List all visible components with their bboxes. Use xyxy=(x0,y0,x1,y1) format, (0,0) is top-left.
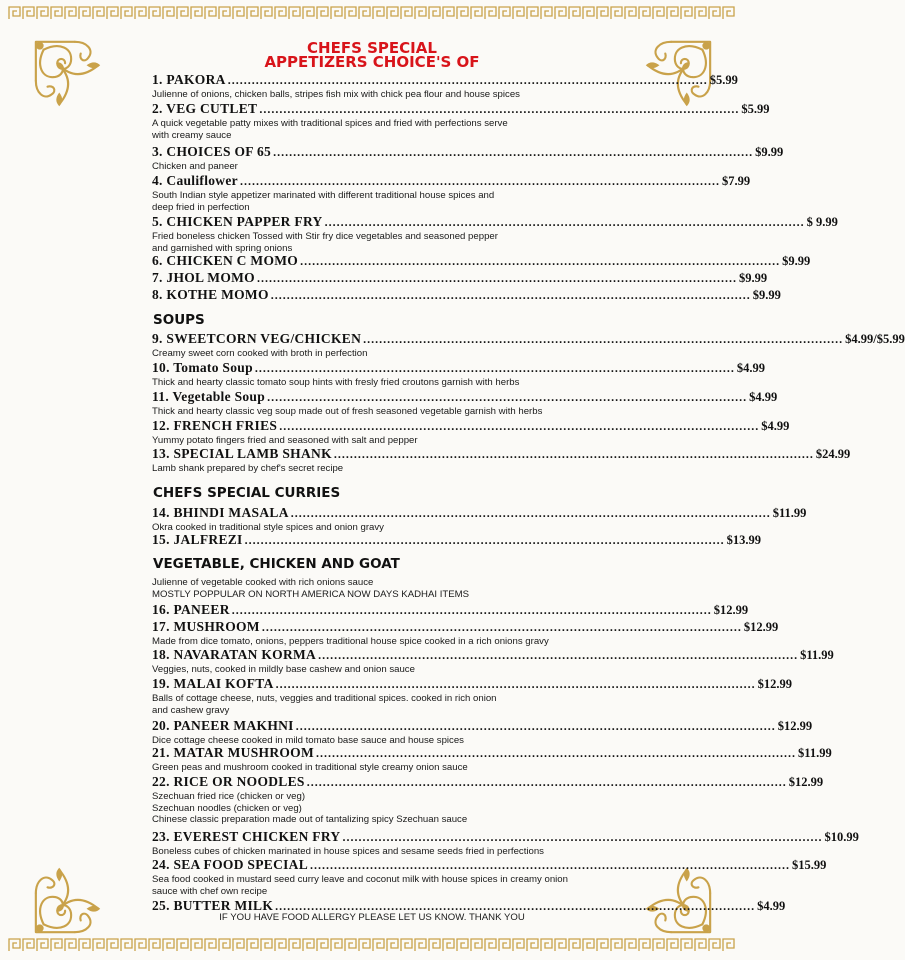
menu-item-price: $7.99 xyxy=(721,174,751,188)
menu-item-price: $11.99 xyxy=(800,648,834,662)
menu-item-description: Fried boneless chicken Tossed with Stir fry dice vegetables and seasoned pepper xyxy=(152,231,498,242)
leader-dots: ........................................................................................................................ xyxy=(363,332,844,346)
menu-item xyxy=(152,270,768,287)
leader-dots: ........................................................................................................................ xyxy=(259,102,740,116)
menu-item xyxy=(152,331,905,360)
menu-item-description: Yummy potato fingers fried and seasoned with salt and pepper xyxy=(152,435,418,446)
menu-item-price: $13.99 xyxy=(726,533,761,547)
menu-item-price: $12.99 xyxy=(743,620,779,634)
menu-item-description: and garnished with spring onions xyxy=(152,242,293,254)
menu-item xyxy=(152,718,813,747)
menu-item-description: Szechuan noodles (chicken or veg) xyxy=(152,802,302,814)
menu-item-description: Lamb shank prepared by chef's secret recipe xyxy=(152,463,344,474)
menu-item xyxy=(152,647,834,676)
menu-item-price: $4.99/$5.99 xyxy=(845,332,905,346)
menu-item xyxy=(152,101,770,141)
menu-item xyxy=(152,676,792,716)
leader-dots: ........................................................................................................................ xyxy=(300,254,781,268)
leader-dots: ........................................................................................................................ xyxy=(316,746,797,760)
menu-item-name: 14. BHINDI MASALA xyxy=(152,505,289,520)
menu-item-name: 9. SWEETCORN VEG/CHICKEN xyxy=(152,331,362,346)
menu-item-name: 6. CHICKEN C MOMO xyxy=(152,253,299,268)
menu-item-price: $4.99 xyxy=(761,419,790,433)
leader-dots: ........................................................................................................................ xyxy=(279,419,760,433)
menu-item-price: $11.99 xyxy=(772,506,807,520)
menu-item xyxy=(152,829,859,858)
menu-item xyxy=(152,360,766,389)
menu-heading-chefs-special: CHEFS SPECIAL xyxy=(307,39,437,57)
menu-item xyxy=(152,253,811,270)
menu-item xyxy=(152,214,838,254)
leader-dots: ........................................................................................................................ xyxy=(324,215,805,229)
menu-item-description: Balls of cottage cheese, nuts, veggies and traditional spices. cooked in rich onion xyxy=(152,693,497,704)
leader-dots: ........................................................................................................................ xyxy=(333,447,814,461)
menu-item-price: $12.99 xyxy=(757,677,792,691)
menu-item-price: $15.99 xyxy=(792,858,827,872)
menu-item-description: with creamy sauce xyxy=(152,129,232,141)
menu-item-price: $4.99 xyxy=(757,899,786,913)
greek-key-border-top xyxy=(8,6,736,20)
menu-item-name: 8. KOTHE MOMO xyxy=(152,287,269,302)
menu-item-description: Thick and hearty classic tomato soup hints with fresly fried croutons garnish with herbs xyxy=(152,377,520,388)
menu-item-name: 25. BUTTER MILK xyxy=(152,898,274,913)
menu-item-name: 5. CHICKEN PAPPER FRY xyxy=(152,214,323,229)
section-note: MOSTLY POPPULAR ON NORTH AMERICA NOW DAYS KADHAI ITEMS xyxy=(152,589,470,600)
menu-item-description: Boneless cubes of chicken marinated in house spices and sesame seeds fried in perfections xyxy=(152,846,544,857)
menu-item-description: Thick and hearty classic veg soup made out of fresh seasoned vegetable garnish with herbs xyxy=(152,406,543,417)
leader-dots: ........................................................................................................................ xyxy=(318,648,799,662)
greek-key-border-bottom xyxy=(8,938,736,952)
menu-item xyxy=(152,144,784,173)
section-heading-soups: SOUPS xyxy=(153,312,205,328)
menu-item-description: South Indian style appetizer marinated with different traditional house spices and xyxy=(152,190,495,201)
menu-item-name: 3. CHOICES OF 65 xyxy=(152,144,272,159)
menu-item-price: $10.99 xyxy=(824,830,859,844)
menu-item-name: 2. VEG CUTLET xyxy=(152,101,258,116)
menu-item-name: 11. Vegetable Soup xyxy=(152,389,266,404)
leader-dots: ........................................................................................................................ xyxy=(270,288,751,302)
leader-dots: ........................................................................................................................ xyxy=(254,361,735,375)
menu-item-name: 7. JHOL MOMO xyxy=(152,270,255,285)
menu-item-description: Dice cottage cheese cooked in mild tomato base sauce and house spices xyxy=(152,735,464,746)
leader-dots: ........................................................................................................................ xyxy=(342,830,823,844)
menu-item xyxy=(152,745,832,774)
leader-dots: ........................................................................................................................ xyxy=(256,271,737,285)
leader-dots: ........................................................................................................................ xyxy=(275,677,756,691)
menu-item-description: sauce with chef own recipe xyxy=(152,885,268,897)
menu-item-price: $12.99 xyxy=(788,775,824,789)
menu-item-name: 16. PANEER xyxy=(152,602,230,617)
menu-item-name: 4. Cauliflower xyxy=(152,173,238,188)
leader-dots: ........................................................................................................................ xyxy=(261,620,742,634)
leader-dots: ........................................................................................................................ xyxy=(239,174,720,188)
menu-item-description: Chinese classic preparation made out of tantalizing spicy Szechuan sauce xyxy=(152,814,468,825)
section-note: Julienne of vegetable cooked with rich onions sauce xyxy=(152,577,374,588)
menu-item xyxy=(152,532,761,549)
menu-item-name: 24. SEA FOOD SPECIAL xyxy=(152,857,309,872)
menu-item-name: 13. SPECIAL LAMB SHANK xyxy=(152,446,332,461)
menu-item-description: Creamy sweet corn cooked with broth in perfection xyxy=(152,348,368,359)
menu-item xyxy=(152,173,751,213)
menu-item-price: $5.99 xyxy=(741,102,770,116)
menu-item-description: and cashew gravy xyxy=(152,704,230,716)
leader-dots: ........................................................................................................................ xyxy=(306,775,787,789)
corner-ornament-bottom-left xyxy=(30,860,108,938)
menu-item-name: 1. PAKORA xyxy=(152,72,226,87)
leader-dots: ........................................................................................................................ xyxy=(244,533,725,547)
menu-item-price: $9.99 xyxy=(782,254,811,268)
leader-dots: ........................................................................................................................ xyxy=(267,390,748,404)
menu-item xyxy=(152,389,778,418)
menu-heading-appetizers: APPETIZERS CHOICE'S OF xyxy=(264,53,480,71)
menu-item-description: deep fried in perfection xyxy=(152,201,250,213)
menu-item xyxy=(152,857,827,897)
leader-dots: ........................................................................................................................ xyxy=(227,73,708,87)
menu-item-description: Green peas and mushroom cooked in traditional style creamy onion sauce xyxy=(152,762,468,773)
menu-item-description: Sea food cooked in mustard seed curry leave and coconut milk with house spices in creamy onion xyxy=(152,874,568,885)
leader-dots: ........................................................................................................................ xyxy=(275,899,756,913)
menu-item xyxy=(152,774,824,826)
menu-item-price: $ 9.99 xyxy=(806,215,838,229)
menu-item-description: Julienne of onions, chicken balls, stripes fish mix with chick pea flour and house spices xyxy=(152,89,520,100)
menu-item-price: $12.99 xyxy=(713,603,749,617)
menu-item-name: 22. RICE OR NOODLES xyxy=(152,774,305,789)
menu-item-name: 21. MATAR MUSHROOM xyxy=(152,745,315,760)
menu-item-price: $5.99 xyxy=(709,73,738,87)
menu-item-price: $4.99 xyxy=(749,390,778,404)
menu-item-name: 17. MUSHROOM xyxy=(152,619,260,634)
menu-item-price: $12.99 xyxy=(777,719,813,733)
menu-item-description: Made from dice tomato, onions, peppers traditional house spice cooked in a rich onions gravy xyxy=(152,636,549,647)
leader-dots: ........................................................................................................................ xyxy=(231,603,712,617)
section-heading-vegetable-chicken-goat: VEGETABLE, CHICKEN AND GOAT xyxy=(153,556,400,572)
leader-dots: ........................................................................................................................ xyxy=(290,506,771,520)
menu-item-description: A quick vegetable patty mixes with traditional spices and fried with perfections serve xyxy=(152,118,508,129)
menu-item-description: Szechuan fried rice (chicken or veg) xyxy=(152,791,306,802)
menu-item-price: $9.99 xyxy=(755,145,784,159)
leader-dots: ........................................................................................................................ xyxy=(295,719,776,733)
menu-item-name: 15. JALFREZI xyxy=(152,532,243,547)
menu-item xyxy=(152,287,781,304)
menu-item-price: $24.99 xyxy=(815,447,851,461)
menu-item-price: $9.99 xyxy=(752,288,781,302)
menu-item xyxy=(152,619,779,648)
menu-item-name: 20. PANEER MAKHNI xyxy=(152,718,294,733)
menu-item-description: Okra cooked in traditional style spices and onion gravy xyxy=(152,522,384,533)
menu-item xyxy=(152,418,790,447)
menu-item-name: 18. NAVARATAN KORMA xyxy=(152,647,317,662)
menu-item-name: 23. EVEREST CHICKEN FRY xyxy=(152,829,341,844)
menu-item-name: 19. MALAI KOFTA xyxy=(152,676,274,691)
menu-item-description: Veggies, nuts, cooked in mildly base cashew and onion sauce xyxy=(152,664,415,675)
menu-item xyxy=(152,72,738,101)
menu-item-name: 10. Tomato Soup xyxy=(152,360,253,375)
menu-item xyxy=(152,602,749,619)
section-heading-curries: CHEFS SPECIAL CURRIES xyxy=(153,485,341,501)
menu-item-name: 12. FRENCH FRIES xyxy=(152,418,278,433)
menu-item xyxy=(152,505,807,534)
allergy-notice: IF YOU HAVE FOOD ALLERGY PLEASE LET US KNOW. THANK YOU xyxy=(219,912,525,923)
menu-item-price: $4.99 xyxy=(736,361,766,375)
menu-item xyxy=(152,446,851,475)
menu-item-description: Chicken and paneer xyxy=(152,161,238,172)
menu-item-price: $11.99 xyxy=(798,746,832,760)
leader-dots: ........................................................................................................................ xyxy=(273,145,754,159)
leader-dots: ........................................................................................................................ xyxy=(310,858,791,872)
menu-item-price: $9.99 xyxy=(738,271,768,285)
